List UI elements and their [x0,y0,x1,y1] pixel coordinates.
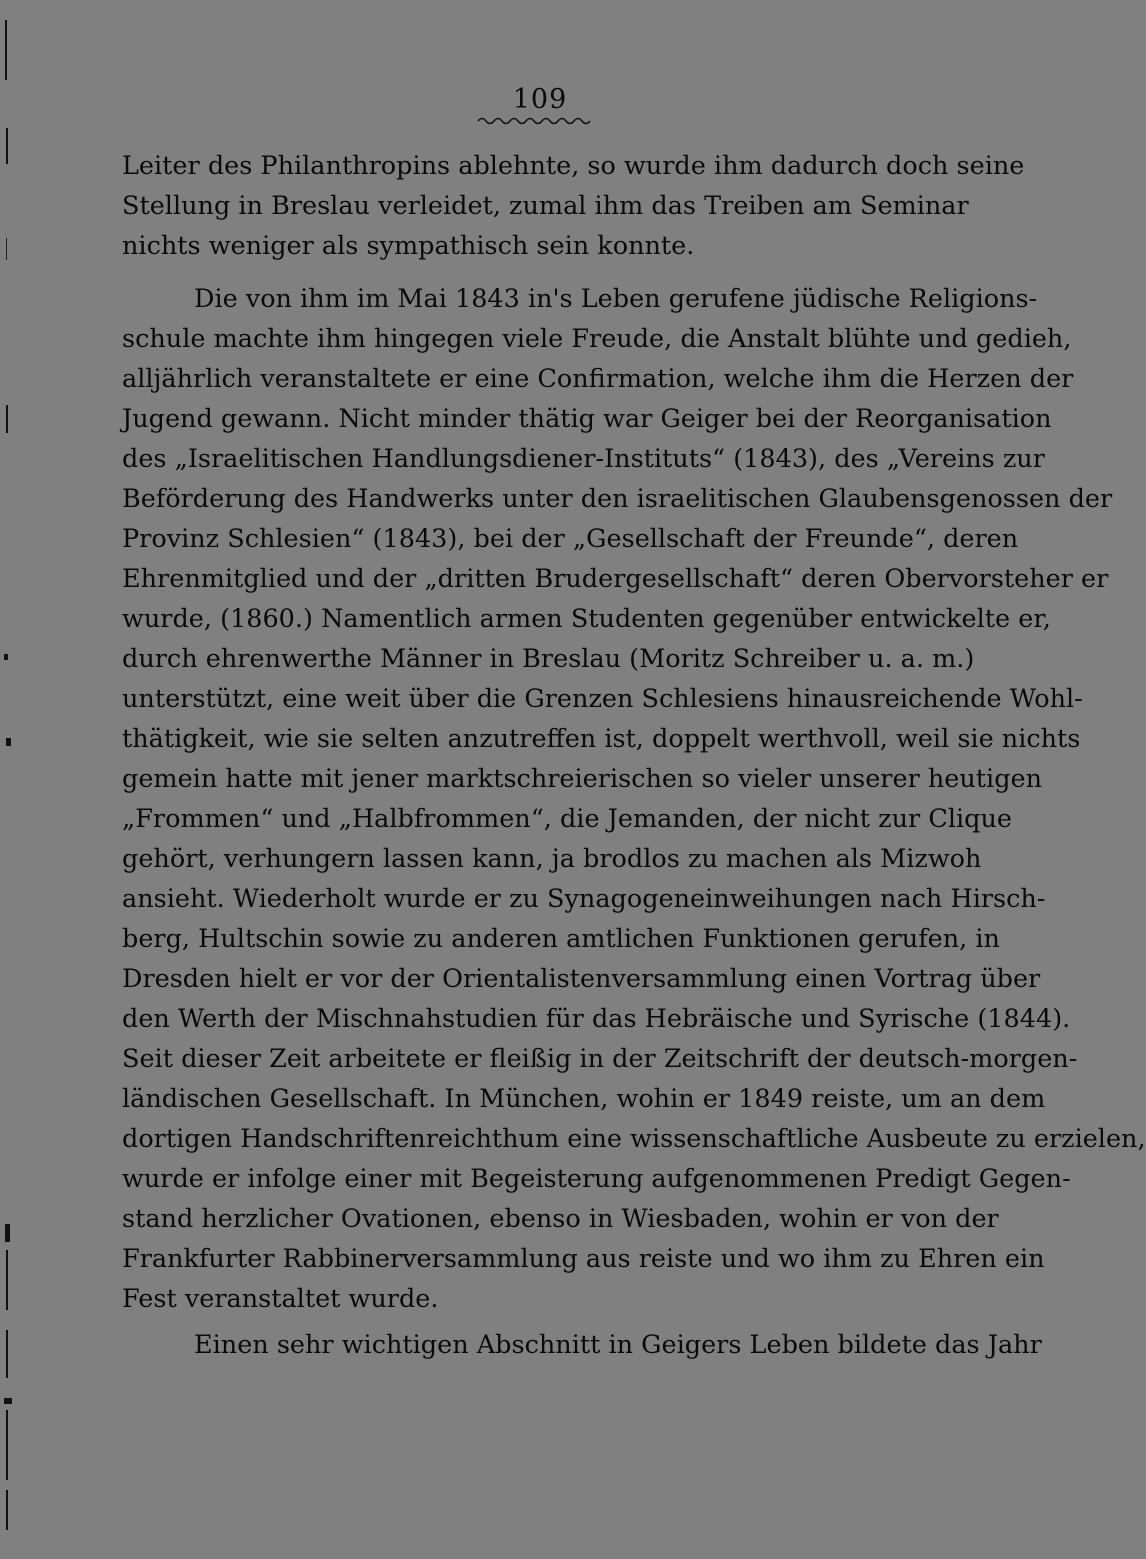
text-line: berg, Hultschin sowie zu anderen amtlichen Funktionen gerufen, in [122,924,1000,954]
text-line: gemein hatte mit jener marktschreierischen so vieler unserer heutigen [122,764,1043,794]
text-line: dortigen Handschriftenreichthum eine wissenschaftliche Ausbeute zu erzielen, [122,1124,1146,1154]
text-line: durch ehrenwerthe Männer in Breslau (Moritz Schreiber u. a. m.) [122,644,975,674]
text-line: stand herzlicher Ovationen, ebenso in Wiesbaden, wohin er von der [122,1204,999,1234]
text-line: wurde er infolge einer mit Begeisterung aufgenommenen Predigt Gegen- [122,1164,1071,1194]
paragraph [122,1325,1042,1365]
wavy-ornament-icon [478,116,590,126]
paragraph [122,146,1025,266]
text-line: ländischen Gesellschaft. In München, wohin er 1849 reiste, um an dem [122,1084,1046,1114]
text-line: den Werth der Mischnahstudien für das Hebräische und Syrische (1844). [122,1004,1071,1034]
page-number: 109 [512,84,568,115]
text-line: schule machte ihm hingegen viele Freude, die Anstalt blühte und gedieh, [122,324,1072,354]
text-line: wurde, (1860.) Namentlich armen Studenten gegenüber entwickelte er, [122,604,1051,634]
text-line: Stellung in Breslau verleidet, zumal ihm das Treiben am Seminar [122,191,969,221]
binding-edge-marks [0,0,30,1559]
text-line: thätigkeit, wie sie selten anzutreffen ist, doppelt werthvoll, weil sie nichts [122,724,1081,754]
text-line: Die von ihm im Mai 1843 in's Leben gerufene jüdische Religions- [194,284,1038,314]
text-line: unterstützt, eine weit über die Grenzen Schlesiens hinausreichende Wohl- [122,684,1083,714]
text-line: Jugend gewann. Nicht minder thätig war Geiger bei der Reorganisation [122,404,1052,434]
text-line: Frankfurter Rabbinerversammlung aus reiste und wo ihm zu Ehren ein [122,1244,1045,1274]
text-line: Dresden hielt er vor der Orientalistenversammlung einen Vortrag über [122,964,1041,994]
text-line: Einen sehr wichtigen Abschnitt in Geigers Leben bildete das Jahr [194,1330,1042,1360]
text-line: nichts weniger als sympathisch sein konnte. [122,231,695,261]
text-line: des „Israelitischen Handlungsdiener-Instituts“ (1843), des „Vereins zur [122,444,1045,474]
text-line: Leiter des Philanthropins ablehnte, so wurde ihm dadurch doch seine [122,151,1025,181]
text-line: Beförderung des Handwerks unter den israelitischen Glaubensgenossen der [122,484,1113,514]
paragraph [122,279,1146,1319]
text-line: „Frommen“ und „Halbfrommen“, die Jemanden, der nicht zur Clique [122,804,1012,834]
body-text [122,146,1146,1365]
text-line: Seit dieser Zeit arbeitete er fleißig in der Zeitschrift der deutsch-morgen- [122,1044,1078,1074]
text-line: gehört, verhungern lassen kann, ja brodlos zu machen als Mizwoh [122,844,982,874]
text-line: alljährlich veranstaltete er eine Confirmation, welche ihm die Herzen der [122,364,1074,394]
text-line: ansieht. Wiederholt wurde er zu Synagogeneinweihungen nach Hirsch- [122,884,1046,914]
text-line: Provinz Schlesien“ (1843), bei der „Gesellschaft der Freunde“, deren [122,524,1019,554]
text-line: Ehrenmitglied und der „dritten Brudergesellschaft“ deren Obervorsteher er [122,564,1109,594]
text-line: Fest veranstaltet wurde. [122,1284,439,1314]
